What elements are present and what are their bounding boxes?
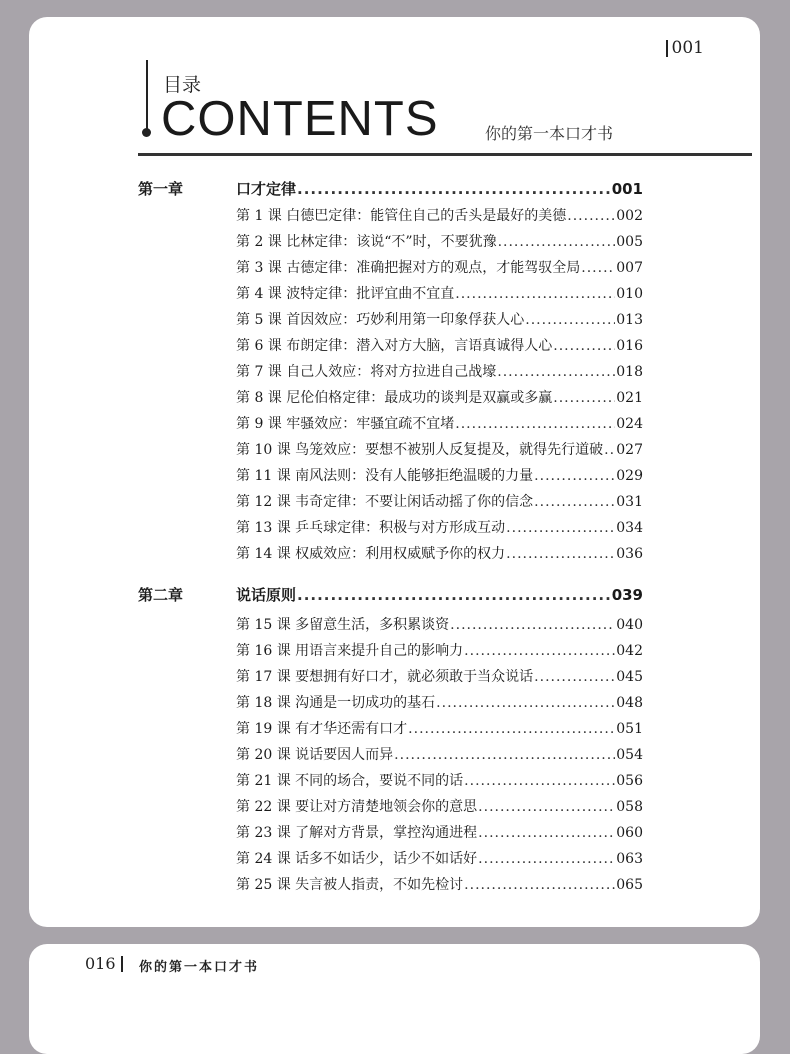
lesson-row[interactable] [236,874,643,894]
lesson-label: 第 4 课 波特定律：批评宜曲不宜直 [236,286,455,302]
lesson-row[interactable] [236,283,643,303]
toc-page [29,17,760,927]
lesson-label: 第 3 课 古德定律：准确把握对方的观点，才能驾驭全局 [236,260,581,276]
chapter-title: 口才定律 [236,180,297,198]
leader-dots [464,773,615,789]
lesson-row[interactable] [236,614,643,634]
leader-dots [408,721,615,737]
lesson-label: 第 8 课 尼伦伯格定律：最成功的谈判是双赢或多赢 [236,390,553,406]
leader-dots [455,286,615,302]
leader-dots [567,208,615,224]
lesson-label: 第 11 课 南风法则：没有人能够拒绝温暖的力量 [236,468,534,484]
lesson-label: 第 7 课 自己人效应：将对方拉进自己战壕 [236,364,497,380]
lesson-page: 016 [616,338,643,354]
lesson-label: 第 1 课 白德巴定律：能管住自己的舌头是最好的美德 [236,208,567,224]
lesson-label: 第 5 课 首因效应：巧妙利用第一印象俘获人心 [236,312,525,328]
lesson-row[interactable] [236,744,643,764]
lesson-label: 第 10 课 鸟笼效应：要想不被别人反复提及，就得先行道破 [236,442,604,458]
lesson-label: 第 14 课 权威效应：利用权威赋予你的权力 [236,546,506,562]
leader-dots [604,442,615,458]
lesson-row[interactable] [236,387,643,407]
next-page [29,944,760,1054]
lesson-page: 018 [616,364,643,380]
lesson-row[interactable] [236,491,643,511]
leader-dots [464,877,615,893]
lesson-page: 040 [616,617,643,633]
chapter-title-row[interactable] [236,584,643,605]
heading-cn: 目录 [163,74,202,96]
lesson-row[interactable] [236,205,643,225]
lesson-row[interactable] [236,335,643,355]
lesson-label: 第 12 课 韦奇定律：不要让闲话动摇了你的信念 [236,494,534,510]
leader-dots [534,494,615,510]
lesson-label: 第 23 课 了解对方背景，掌控沟通进程 [236,825,478,841]
chapter-title: 说话原则 [236,586,297,604]
lesson-row[interactable] [236,718,643,738]
lesson-label: 第 18 课 沟通是一切成功的基石 [236,695,436,711]
lesson-label: 第 16 课 用语言来提升自己的影响力 [236,643,464,659]
lesson-row[interactable] [236,822,643,842]
leader-dots [394,747,615,763]
leader-dots [506,520,615,536]
lesson-label: 第 13 课 乒乓球定律：积极与对方形成互动 [236,520,506,536]
page-number: 001 [666,40,704,57]
heading-dot [142,128,151,137]
lesson-label: 第 15 课 多留意生活，多积累谈资 [236,617,450,633]
lesson-page: 034 [616,520,643,536]
lesson-label: 第 22 课 要让对方清楚地领会你的意思 [236,799,478,815]
leader-dots [297,586,611,604]
leader-dots [464,643,615,659]
lesson-label: 第 24 课 话多不如话少，话少不如话好 [236,851,478,867]
lesson-row[interactable] [236,257,643,277]
leader-dots [553,390,615,406]
lesson-row[interactable] [236,666,643,686]
leader-dots [455,416,615,432]
lesson-row[interactable] [236,517,643,537]
lesson-label: 第 6 课 布朗定律：潜入对方大脑，言语真诚得人心 [236,338,553,354]
lesson-page: 056 [616,773,643,789]
chapter-number: 第二章 [138,586,184,604]
chapter-number: 第一章 [138,180,184,198]
leader-dots [498,234,616,250]
lesson-page: 063 [616,851,643,867]
lesson-row[interactable] [236,439,643,459]
lesson-page: 002 [616,208,643,224]
book-title: 你的第一本口才书 [485,124,614,143]
lesson-row[interactable] [236,309,643,329]
lesson-row[interactable] [236,796,643,816]
lesson-page: 027 [616,442,643,458]
lesson-page: 048 [616,695,643,711]
lesson-page: 021 [616,390,643,406]
leader-dots [553,338,615,354]
lesson-page: 036 [616,546,643,562]
leader-dots [534,468,615,484]
lesson-page: 051 [616,721,643,737]
lesson-label: 第 25 课 失言被人指责，不如先检讨 [236,877,464,893]
lesson-row[interactable] [236,543,643,563]
lesson-label: 第 9 课 牢骚效应：牢骚宜疏不宜堵 [236,416,455,432]
leader-dots [297,180,611,198]
heading-vertical-rule [146,60,148,130]
lesson-page: 013 [616,312,643,328]
running-header-title: 你的第一本口才书 [139,960,260,975]
lesson-label: 第 21 课 不同的场合，要说不同的话 [236,773,464,789]
leader-dots [478,851,615,867]
lesson-page: 045 [616,669,643,685]
lesson-page: 031 [616,494,643,510]
leader-dots [497,364,615,380]
lesson-row[interactable] [236,465,643,485]
lesson-page: 058 [616,799,643,815]
lesson-row[interactable] [236,692,643,712]
lesson-page: 042 [616,643,643,659]
chapter-title-row[interactable] [236,178,643,199]
leader-dots [534,669,615,685]
lesson-page: 060 [616,825,643,841]
lesson-label: 第 17 课 要想拥有好口才，就必须敢于当众说话 [236,669,534,685]
lesson-page: 010 [616,286,643,302]
lesson-row[interactable] [236,640,643,660]
lesson-label: 第 19 课 有才华还需有口才 [236,721,408,737]
page-number: 016 [85,956,123,972]
leader-dots [525,312,615,328]
lesson-page: 065 [616,877,643,893]
lesson-page: 029 [616,468,643,484]
leader-dots [581,260,615,276]
lesson-row[interactable] [236,770,643,790]
lesson-row[interactable] [236,361,643,381]
lesson-label: 第 2 课 比林定律：该说“不”时，不要犹豫 [236,234,497,250]
lesson-page: 054 [616,747,643,763]
lesson-row[interactable] [236,231,643,251]
leader-dots [506,546,615,562]
heading-contents: CONTENTS [161,92,439,146]
heading-rule [138,153,752,156]
lesson-row[interactable] [236,413,643,433]
leader-dots [478,825,615,841]
chapter-page: 039 [611,586,643,604]
chapter-page: 001 [611,180,643,198]
leader-dots [478,799,615,815]
leader-dots [436,695,615,711]
lesson-row[interactable] [236,848,643,868]
leader-dots [450,617,615,633]
lesson-label: 第 20 课 说话要因人而异 [236,747,394,763]
lesson-page: 024 [616,416,643,432]
lesson-page: 007 [616,260,643,276]
lesson-page: 005 [616,234,643,250]
